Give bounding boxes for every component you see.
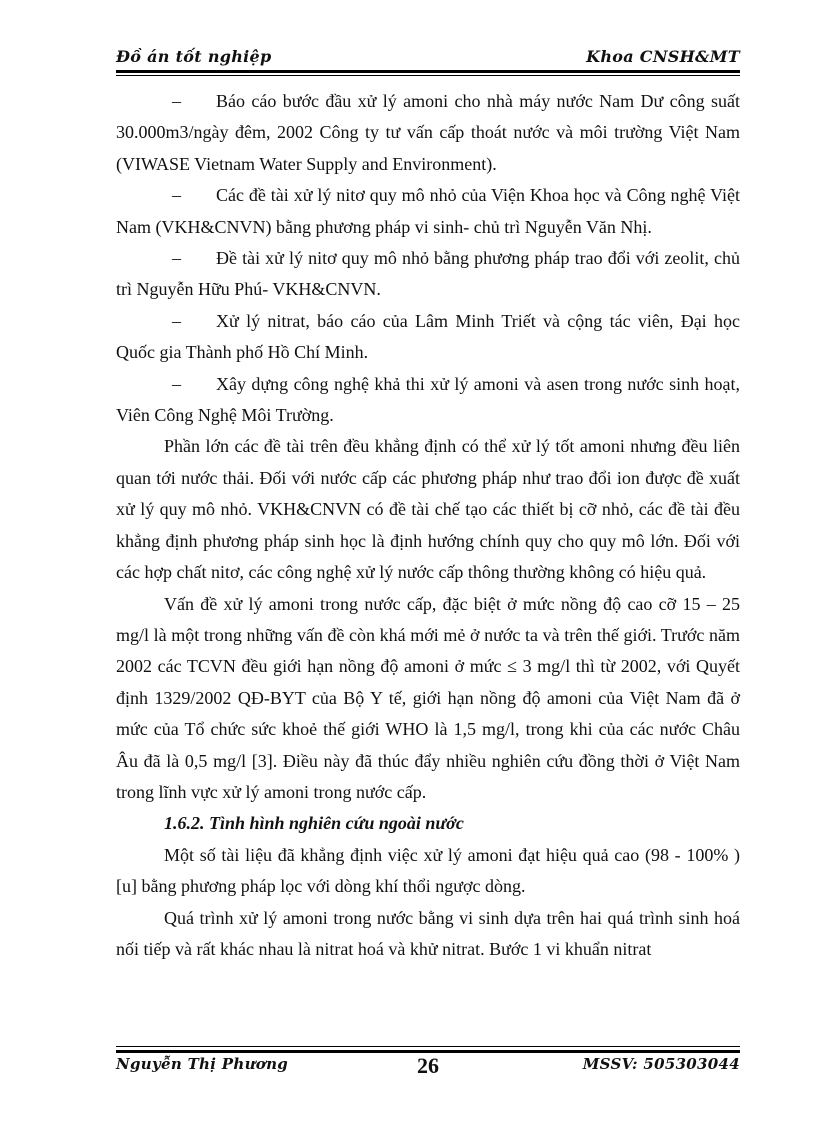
page-number: 26 (417, 1053, 439, 1078)
page-footer (116, 1053, 740, 1077)
list-item (116, 180, 740, 243)
header-rule-thin (116, 75, 740, 76)
footer-rule-thin (116, 1046, 740, 1047)
paragraph: Phần lớn các đề tài trên đều khẳng định có thể xử lý tốt amoni nhưng đều liên quan tới nước thải. Đối với nước cấp các phương pháp như trao đổi ion được đề xuất xử lý quy mô nhỏ. VKH&CNVN có đề tài chế tạo các thiết bị cỡ nhỏ, các đề tài đều khẳng định phương pháp sinh học là định hướng chính quy cho quy mô lớn. Đối với các hợp chất nitơ, các công nghệ xử lý nước cấp thông thường không có hiệu quả. (116, 436, 740, 583)
paragraph: Một số tài liệu đã khẳng định việc xử lý amoni đạt hiệu quả cao (98 - 100% ) [u] bằng phương pháp lọc với dòng khí thổi ngược dòng. (116, 844, 740, 897)
bullet-dash: – (172, 248, 181, 269)
list-item-text: Đề tài xử lý nitơ quy mô nhỏ bằng phương pháp trao đổi với zeolit, chủ trì Nguyễn Hữu Phú- VKH&CNVN. (116, 248, 740, 300)
section-heading: 1.6.2. Tình hình nghiên cứu ngoài nước (164, 813, 464, 834)
list-item-text: Xử lý nitrat, báo cáo của Lâm Minh Triết và cộng tác viên, Đại học Quốc gia Thành phố Hồ Chí Minh. (116, 310, 740, 363)
page-header (116, 47, 740, 69)
list-item-text: Các đề tài xử lý nitơ quy mô nhỏ của Viện Khoa học và Công nghệ Việt Nam (VKH&CNVN) bằng phương pháp vi sinh- chủ trì Nguyễn Văn Nhị. (116, 185, 740, 237)
page-body (116, 86, 740, 965)
list-item (116, 86, 740, 180)
bullet-dash: – (172, 91, 181, 111)
header-title: Đồ án tốt nghiệp (116, 47, 272, 66)
header-rule-thick (116, 70, 740, 73)
header-department: Khoa CNSH&MT (586, 47, 740, 66)
footer-author: Nguyễn Thị Phương (116, 1055, 289, 1073)
bullet-dash: – (172, 310, 181, 331)
list-item-text: Báo cáo bước đầu xử lý amoni cho nhà máy nước Nam Dư công suất 30.000m3/ngày đêm, 2002 Công ty tư vấn cấp thoát nước và môi trường Việt Nam (VIWASE Vietnam Water Supply and Environment). (116, 91, 740, 174)
paragraph: Quá trình xử lý amoni trong nước bằng vi sinh dựa trên hai quá trình sinh hoá nối tiếp và rất khác nhau là nitrat hoá và khử nitrat. Bước 1 vi khuẩn nitrat (116, 907, 740, 959)
paragraph: Vấn đề xử lý amoni trong nước cấp, đặc biệt ở mức nồng độ cao cỡ 15 – 25 mg/l là một trong những vấn đề còn khá mới mẻ ở nước ta và trên thế giới. Trước năm 2002 các TCVN đều giới hạn nồng độ amoni ở mức ≤ 3 mg/l thì từ 2002, với Quyết định 1329/2002 QĐ-BYT của Bộ Y tế, giới hạn nồng độ amoni của Việt Nam đã ở mức của Tổ chức sức khoẻ thế giới WHO là 1,5 mg/l, trong khi của các nước Châu Âu đã là 0,5 mg/l [3]. Điều này đã thúc đẩy nhiều nghiên cứu đồng thời ở Việt Nam trong lĩnh vực xử lý amoni trong nước cấp. (116, 593, 740, 802)
bullet-dash: – (172, 373, 181, 394)
bullet-dash: – (172, 185, 181, 206)
list-item (116, 243, 740, 306)
list-item (116, 369, 740, 432)
footer-student-id: MSSV: 505303044 (582, 1055, 740, 1073)
list-item (116, 306, 740, 369)
list-item-text: Xây dựng công nghệ khả thi xử lý amoni và asen trong nước sinh hoạt, Viên Công Nghệ Môi Trường. (116, 373, 740, 426)
